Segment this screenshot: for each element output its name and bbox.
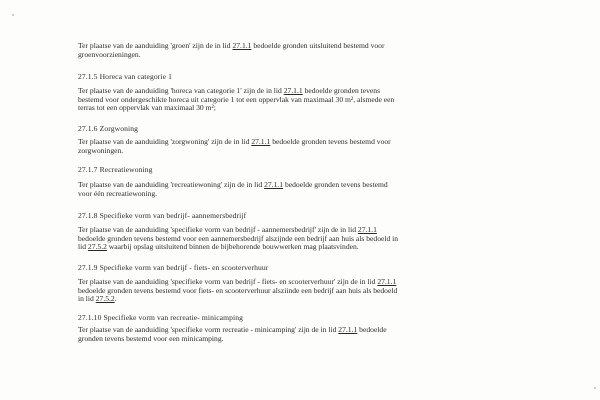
section-heading: 27.1.5 Horeca van categorie 1 <box>78 72 172 81</box>
section-27-1-9-body <box>78 278 553 304</box>
section-27-1-5 <box>78 73 553 82</box>
lid-ref-link: 27.1.1 <box>338 325 358 334</box>
section-27-1-5-body <box>78 87 553 113</box>
intro-text-part: Ter plaatse van de aanduiding 'groen' zijn de in lid <box>78 41 233 50</box>
body-text-part: Ter plaatse van de aanduiding 'recreatiewoning' zijn de in lid <box>78 180 265 189</box>
body-text-part: Ter plaatse van de aanduiding 'horeca van categorie 1' zijn de in lid <box>78 86 284 95</box>
lid-ref-link: 27.5.2 <box>87 242 107 252</box>
intro-text-part: bedoelde gronden uitsluitend bestemd voor <box>251 41 385 50</box>
body-text-part: bedoelde gronden tevens <box>302 86 381 95</box>
section-heading: 27.1.6 Zorgwoning <box>78 124 138 133</box>
body-text-part: bedoelde <box>357 325 387 334</box>
body-text-part: Ter plaatse van de aanduiding 'zorgwoning' zijn de in lid <box>78 137 252 146</box>
body-text-part: waarbij opslag uitsluitend binnen de bijbehorende bouwwerken mag plaatsvinden. <box>106 242 359 252</box>
body-line <box>78 138 553 147</box>
body-line: bedoelde gronden tevens bestemd voor een aannemersbedrijf alszijnde een bedrijf aan huis als bedoeld in <box>78 233 399 243</box>
section-27-1-7-body <box>78 181 553 198</box>
scan-speck <box>12 14 14 16</box>
section-27-1-7 <box>78 166 553 175</box>
section-heading: 27.1.10 Specifieke vorm van recreatie- minicamping <box>78 313 244 322</box>
section-27-1-10 <box>78 314 553 323</box>
intro-line-1 <box>78 42 553 51</box>
section-27-1-6 <box>78 125 553 134</box>
body-text-part: Ter plaatse van de aanduiding 'specifieke vorm van bedrijf - fiets- en scooterverhuur' zijn de in lid <box>78 277 378 286</box>
body-line: gronden tevens bestemd voor een minicamping. <box>78 333 224 343</box>
scan-speck <box>594 387 596 389</box>
body-line: bestemd voor ondergeschikte horeca uit categorie 1 tot een oppervlak van maximaal 30 m², alsmede een <box>78 94 395 104</box>
intro-ref-link: 27.1.1 <box>232 41 252 50</box>
body-line <box>78 243 553 252</box>
body-text-part: Ter plaatse van de aanduiding 'specifieke vorm van bedrijf - aannemersbedrijf' zijn de in lid <box>78 225 358 234</box>
body-line: voor één recreatiewoning. <box>78 188 158 198</box>
body-text-part: bedoelde gronden tevens bestemd <box>283 180 388 189</box>
lid-ref-link: 27.5.2 <box>95 294 115 304</box>
body-text-part: Ter plaatse van de aanduiding 'specifieke vorm recreatie - minicamping' zijn de in lid <box>78 325 339 334</box>
section-27-1-8 <box>78 212 553 221</box>
body-line: zorgwoningen. <box>78 145 124 155</box>
section-heading: 27.1.8 Specifieke vorm van bedrijf- aannemersbedrijf <box>78 211 247 220</box>
body-line: terras tot een oppervlak van maximaal 30 m²; <box>78 103 216 113</box>
section-27-1-10-body <box>78 326 553 343</box>
body-text-part: in lid <box>78 294 96 304</box>
lid-ref-link: 27.1.1 <box>377 277 397 286</box>
intro-paragraph <box>78 42 553 59</box>
body-text-part: bedoelde gronden tevens bestemd voor <box>270 137 391 146</box>
section-27-1-9 <box>78 264 553 273</box>
lid-ref-link: 27.1.1 <box>251 137 271 146</box>
body-line: bedoelde gronden tevens bestemd voor fiets- en scooterverhuur alsziinde een bedrijf aan huis als bedoeld <box>78 285 398 295</box>
lid-ref-link: 27.1.1 <box>283 86 303 95</box>
section-27-1-6-body <box>78 138 553 155</box>
body-text-part: . <box>114 294 117 304</box>
lid-ref-link: 27.1.1 <box>264 180 284 189</box>
intro-line-2: groenvoorzieningen. <box>78 49 141 59</box>
section-heading: 27.1.7 Recreatiewoning <box>78 165 153 174</box>
section-heading: 27.1.9 Specifieke vorm van bedrijf - fiets- en scooterverhuur <box>78 263 269 272</box>
body-line <box>78 295 553 304</box>
lid-ref-link: 27.1.1 <box>357 225 377 234</box>
body-text-part: lid <box>78 242 88 252</box>
section-27-1-8-body <box>78 226 553 252</box>
